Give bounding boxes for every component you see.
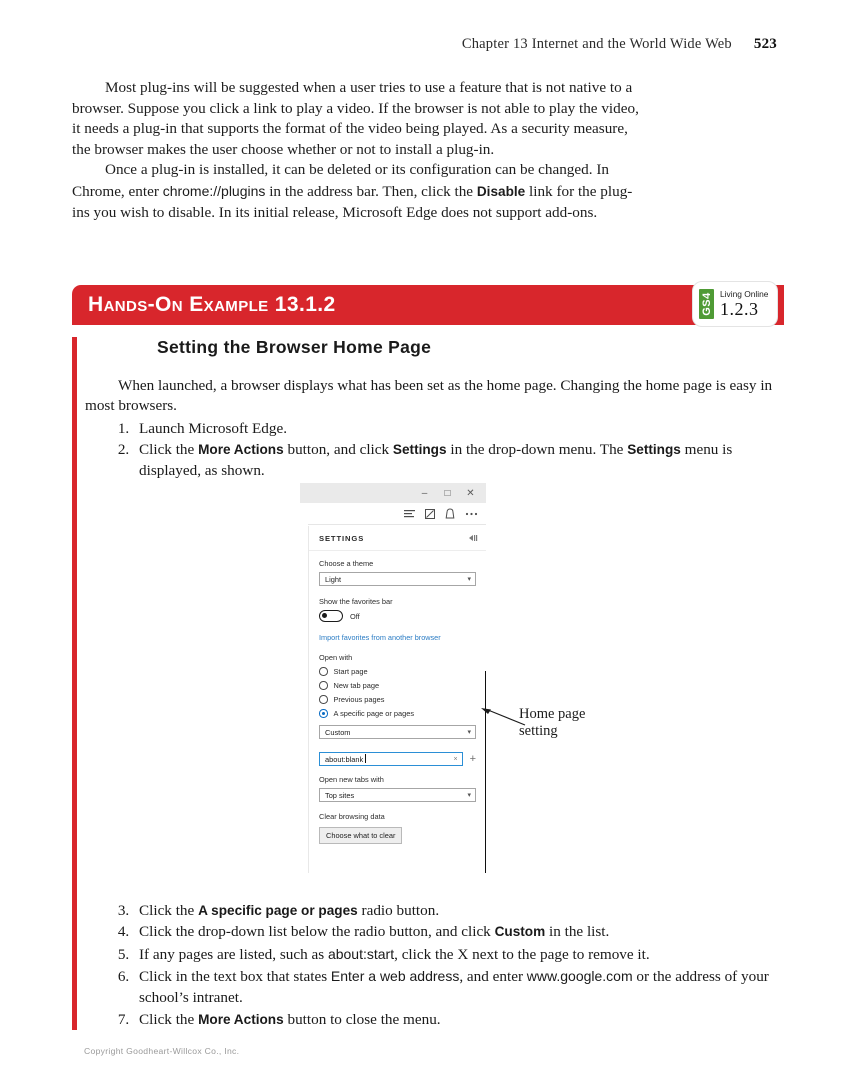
settings-scrollbar[interactable] [485, 671, 486, 873]
choose-what-to-clear-button[interactable]: Choose what to clear [319, 827, 402, 844]
paragraph-1-text: Most plug-ins will be suggested when a user tries to use a feature that is not native to a browser. Suppose you click a link to play a video. If the browser is not able to play the video, it needs a plug-in that supports the format of the video being played. As a security measure, the browser makes the user choose whether or not to install a plug-in. [72, 79, 639, 158]
step-bold-term: More Actions [198, 442, 284, 458]
callout-line-2: setting [519, 723, 558, 739]
step-text: or the address of your school’s intranet. [139, 968, 769, 1006]
step-item [133, 1010, 784, 1031]
disable-link-term: Disable [476, 183, 526, 199]
paragraph-2-text-c: link for the plug-ins you wish to disable. In its initial release, Microsoft Edge does not support add-ons. [72, 182, 633, 221]
step-text: Click the drop-down list below the radio button, and click [139, 923, 495, 941]
minimize-icon[interactable]: – [421, 487, 428, 499]
choose-theme-label: Choose a theme [319, 559, 374, 568]
step-ui-string: Enter a web address [330, 968, 460, 985]
settings-panel-body [309, 551, 486, 844]
home-page-address-value: about:blank [325, 754, 364, 764]
window-titlebar [300, 483, 486, 503]
step-item [133, 966, 784, 1008]
step-item [133, 922, 784, 943]
paragraph-2-text-a: Once a plug-in is installed, it can be deleted or its configuration can be changed. In Chrome, enter [72, 161, 609, 200]
step-ui-string: www.google.com [526, 968, 633, 985]
settings-panel-header [309, 526, 486, 551]
step-text: Click the [139, 901, 199, 919]
footer-copyright: Copyright Goodheart-Willcox Co., Inc. [84, 1046, 240, 1056]
radio-previous-pages-label: Previous pages [333, 695, 385, 704]
paragraph-plugins-suggested [72, 78, 640, 160]
edge-toolbar [308, 503, 486, 525]
step-text: menu is displayed, as shown. [139, 441, 733, 479]
spacer-2 [319, 622, 476, 633]
theme-select-value: Light [325, 574, 342, 584]
step-bold-term: A specific page or pages [198, 902, 358, 918]
step-item [133, 440, 784, 481]
running-head-chapter: Chapter 13 Internet and the World Wide Web [461, 36, 732, 52]
hands-on-title: Hands-On Example 13.1.2 [88, 293, 336, 316]
home-page-address-row [319, 752, 476, 766]
open-with-label: Open with [319, 653, 353, 662]
gs4-chip [699, 289, 714, 319]
paragraph-2-text-b: in the address bar. Then, click the [265, 182, 477, 200]
steps-list-upper [77, 419, 784, 482]
pin-icon[interactable] [469, 529, 478, 547]
settings-panel-title: SETTINGS [319, 533, 365, 543]
step-text: button to close the menu. [283, 1010, 441, 1028]
spacer-3 [319, 642, 476, 653]
step-ui-string: about:start [327, 945, 395, 962]
step-bold-term: More Actions [198, 1011, 284, 1027]
badge-category: Living Online [720, 289, 769, 300]
chevron-down-icon: ▾ [467, 576, 471, 583]
new-tabs-label: Open new tabs with [319, 775, 384, 784]
spacer-5 [319, 739, 476, 752]
step-text: in the drop-down menu. The [446, 441, 628, 459]
radio-previous-pages[interactable] [319, 695, 476, 704]
new-tabs-select-value: Top sites [325, 790, 355, 800]
web-note-icon[interactable] [425, 509, 435, 519]
chevron-down-icon: ▾ [467, 729, 471, 736]
window-buttons [413, 483, 482, 503]
paragraph-plugin-config [72, 160, 640, 223]
add-address-icon[interactable]: + [469, 752, 476, 765]
toggle-knob [322, 613, 328, 619]
certification-badge [692, 281, 778, 327]
chrome-plugins-url: chrome://plugins [162, 182, 266, 199]
radio-specific-page-label: A specific page or pages [333, 709, 415, 718]
radio-start-page[interactable] [319, 667, 476, 676]
clear-address-icon[interactable]: × [453, 755, 458, 763]
radio-icon [319, 667, 328, 676]
favorites-bar-toggle-state: Off [350, 611, 360, 621]
spacer-1 [319, 586, 476, 597]
page-number: 523 [753, 36, 777, 52]
step-text: If any pages are listed, such as [139, 945, 328, 963]
step-text: , and enter [459, 968, 527, 986]
edge-browser-screenshot [300, 483, 486, 873]
chevron-down-icon: ▾ [467, 792, 471, 799]
badge-text [720, 290, 768, 317]
hub-icon[interactable] [404, 509, 415, 518]
spacer-6 [319, 766, 476, 775]
step-bold-term: Settings [627, 442, 681, 458]
share-icon[interactable] [445, 508, 455, 519]
import-favorites-link[interactable]: Import favorites from another browser [319, 633, 441, 642]
callout-home-page-setting [519, 706, 585, 740]
home-page-address-input[interactable] [319, 752, 463, 766]
steps-list-lower [77, 901, 784, 1031]
radio-start-page-label: Start page [333, 667, 368, 676]
spacer-4 [319, 718, 476, 725]
step-text: radio button. [357, 901, 440, 919]
radio-new-tab-page[interactable] [319, 681, 476, 690]
clear-browsing-data-label: Clear browsing data [319, 812, 385, 821]
custom-select[interactable] [319, 725, 476, 739]
radio-icon [319, 695, 328, 704]
step-bold-term: Settings [392, 442, 447, 458]
step-item [133, 944, 784, 966]
radio-specific-page[interactable] [319, 709, 476, 718]
step-text: button, and click [283, 441, 393, 459]
gs4-chip-label: GS4 [700, 292, 713, 316]
step-item [133, 901, 784, 922]
running-head [462, 36, 777, 53]
hands-on-banner [72, 285, 784, 325]
theme-select[interactable] [319, 572, 476, 586]
favorites-bar-toggle[interactable] [319, 610, 343, 622]
spacer-7 [319, 802, 476, 812]
step-text: Click in the text box that states [139, 968, 331, 986]
maximize-icon[interactable]: □ [444, 487, 451, 499]
callout-line-1: Home page [519, 706, 586, 722]
radio-icon [319, 681, 328, 690]
step-text: , click the X next to the page to remove it. [394, 945, 650, 963]
hands-on-intro: When launched, a browser displays what has been set as the home page. Changing the home page is easy in most browsers. [85, 377, 773, 415]
step-text: Launch Microsoft Edge. [139, 419, 288, 437]
body-column [72, 78, 640, 223]
new-tabs-select[interactable] [319, 788, 476, 802]
radio-new-tab-page-label: New tab page [333, 681, 380, 690]
custom-select-value: Custom [325, 727, 351, 737]
radio-selected-icon [319, 709, 328, 718]
favorites-bar-toggle-row[interactable] [319, 610, 476, 622]
step-item [133, 419, 784, 440]
more-actions-icon[interactable] [465, 512, 478, 516]
close-icon[interactable]: ✕ [466, 487, 475, 499]
step-text: Click the [139, 1010, 199, 1028]
badge-objective: 1.2.3 [720, 298, 759, 319]
hands-on-subtitle: Setting the Browser Home Page [157, 337, 432, 357]
settings-panel [308, 526, 486, 873]
step-text: in the list. [545, 923, 610, 941]
step-bold-term: Custom [494, 924, 546, 940]
step-text: Click the [139, 441, 199, 459]
favorites-bar-label: Show the favorites bar [319, 597, 393, 606]
edge-settings-figure [300, 483, 486, 873]
